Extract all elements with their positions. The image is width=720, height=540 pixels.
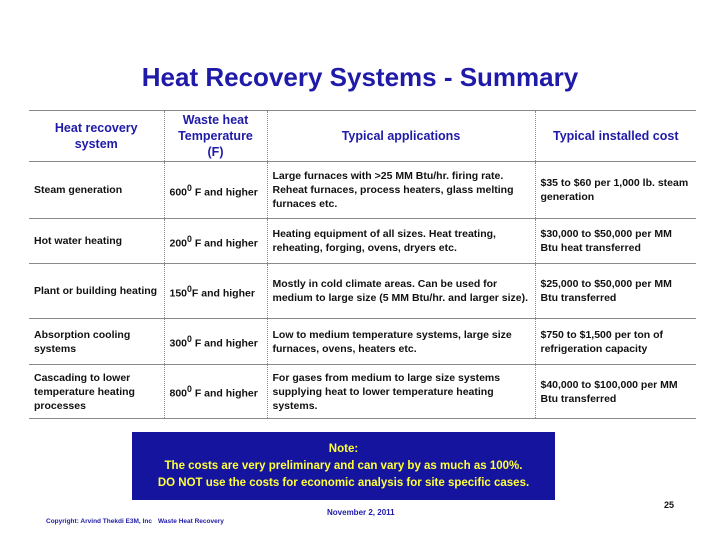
note-title: Note: — [328, 443, 359, 455]
table-header-row — [29, 111, 696, 162]
temperature-value: 200 — [169, 237, 188, 250]
header-typical-applications: Typical applications — [267, 111, 535, 162]
temperature-value: 300 — [169, 337, 188, 350]
cost-cell: $40,000 to $100,000 per MM Btu transferred — [535, 365, 696, 419]
temperature-suffix: F and higher — [191, 287, 255, 300]
header-waste-heat-temperature: Waste heat Temperature (F) — [164, 111, 267, 162]
note-box — [132, 432, 555, 500]
slide-title: Heat Recovery Systems - Summary — [141, 62, 579, 92]
temperature-cell — [164, 365, 267, 419]
temperature-suffix: F and higher — [191, 387, 258, 400]
footer-date: November 2, 2011 — [327, 508, 395, 517]
temperature-superscript: 0 — [187, 182, 192, 193]
temperature-cell — [164, 162, 267, 219]
footer-copyright: Copyright: Arvind Thekdi E3M, Inc — [46, 518, 152, 525]
note-line-1: The costs are very preliminary and can vary by as much as 100%. — [164, 460, 523, 472]
temperature-suffix: F and higher — [191, 237, 258, 250]
cost-cell: $25,000 to $50,000 per MM Btu transferred — [535, 264, 696, 319]
temperature-value: 800 — [169, 387, 188, 400]
system-cell: Plant or building heating — [29, 264, 164, 319]
cost-cell: $750 to $1,500 per ton of refrigeration capacity — [535, 319, 696, 365]
temperature-superscript: 0 — [187, 334, 192, 345]
cost-cell: $35 to $60 per 1,000 lb. steam generation — [535, 162, 696, 219]
applications-cell: Low to medium temperature systems, large size furnaces, ovens, heaters etc. — [267, 319, 535, 365]
applications-cell: Heating equipment of all sizes. Heat treating, reheating, forging, ovens, dryers etc. — [267, 219, 535, 264]
table-row — [29, 365, 696, 419]
table-row — [29, 162, 696, 219]
table-row — [29, 319, 696, 365]
footer-title: Waste Heat Recovery — [158, 518, 224, 525]
temperature-suffix: F and higher — [191, 337, 258, 350]
temperature-superscript: 0 — [187, 283, 192, 294]
system-cell: Hot water heating — [29, 219, 164, 264]
temperature-suffix: F and higher — [191, 186, 258, 199]
header-heat-recovery-system: Heat recovery system — [29, 111, 164, 162]
temperature-superscript: 0 — [187, 233, 192, 244]
system-cell: Steam generation — [29, 162, 164, 219]
temperature-cell — [164, 219, 267, 264]
summary-table — [29, 110, 696, 419]
system-cell: Absorption cooling systems — [29, 319, 164, 365]
temperature-cell — [164, 319, 267, 365]
temperature-cell — [164, 264, 267, 319]
page-number: 25 — [664, 500, 675, 510]
temperature-superscript: 0 — [187, 384, 192, 395]
table-row — [29, 264, 696, 319]
table-row — [29, 219, 696, 264]
temperature-value: 150 — [169, 287, 188, 300]
applications-cell: Mostly in cold climate areas. Can be used for medium to large size (5 MM Btu/hr. and larger size). — [267, 264, 535, 319]
cost-cell: $30,000 to $50,000 per MM Btu heat transferred — [535, 219, 696, 264]
applications-cell: For gases from medium to large size systems supplying heat to lower temperature heating systems. — [267, 365, 535, 419]
system-cell: Cascading to lower temperature heating processes — [29, 365, 164, 419]
applications-cell: Large furnaces with >25 MM Btu/hr. firing rate. Reheat furnaces, process heaters, glass melting furnaces etc. — [267, 162, 535, 219]
header-typical-installed-cost: Typical installed cost — [535, 111, 696, 162]
note-line-2: DO NOT use the costs for economic analysis for site specific cases. — [157, 477, 530, 489]
temperature-value: 600 — [169, 186, 188, 199]
